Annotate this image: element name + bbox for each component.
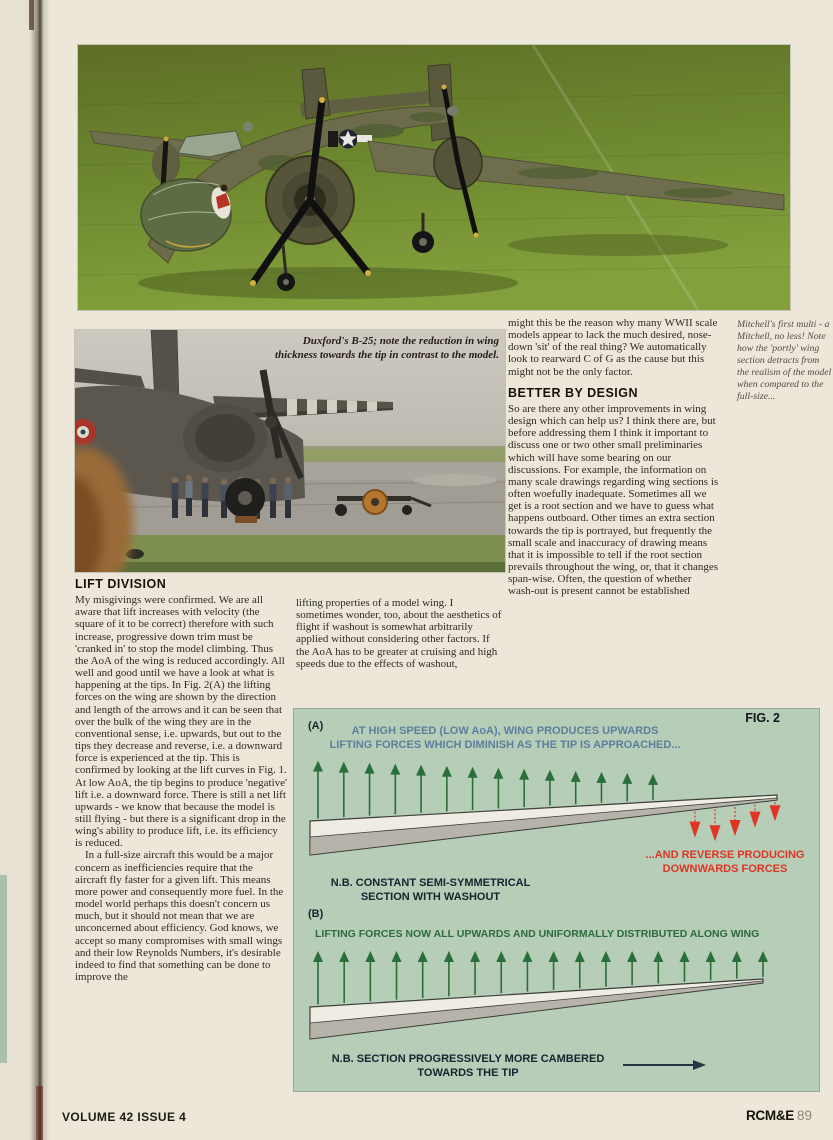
duxford-b25-illustration: [75, 330, 505, 572]
magazine-spine-shadow: [30, 0, 50, 1140]
article-paragraph: In a full-size aircraft this would be a major concern as inefficiencies require that the aircraft fly faster for a given lift. This means more power and consequently more fuel. In the model world perhaps this doesn't concern us much, but it should not mean that we are unconcerned about efficiency. God knows, we accept so many compromises with small wings and their low Reynolds Numbers, it's desirable indeed to find that something can be done to improve the: [75, 849, 284, 983]
part-a-note: N.B. CONSTANT SEMI-SYMMETRICAL SECTION WITH WASHOUT: [330, 877, 531, 903]
footer-brand-page: [746, 1108, 812, 1123]
article-column-right: [508, 317, 720, 597]
article-paragraph: So are there any other improvements in wing design which can help us? I think there are, but before addressing them I think it important to discuss one or two other small preliminaries which will have some bearing on our discussions. For example, the information on many scale drawings regarding wing sections is often woefully inadequate. Sometimes all we get is a root section and we have to guess what happens outboard. Other times an extra section towards the tip is portrayed, but frequently the small scale and inaccuracy of drawing means that it is impossible to tell if the root section prevails throughout the wing, or, that it changes span-wise. Often, the question of whether wash-out is present cannot be established: [508, 402, 719, 598]
article-column-middle: [296, 597, 502, 670]
figure-label: FIG. 2: [745, 711, 780, 725]
part-b-label: (B): [308, 908, 324, 920]
previous-page-green-sliver: [0, 875, 7, 1063]
footer-volume-issue: VOLUME 42 ISSUE 4: [62, 1110, 187, 1124]
duxford-b25-photo: [75, 330, 505, 572]
article-column-left: [75, 578, 287, 983]
photo-side-note: Mitchell's first multi - a Mitchell, no less! Note how the 'portly' wing section detracts from the realism of the model when compared to the full-size...: [737, 319, 832, 402]
model-b25-photo: [78, 45, 790, 310]
article-paragraph: lifting properties of a model wing. I sometimes wonder, too, about the aesthetics of flight if washout is somewhat arbitrarily applied without considering other factors. If the AoA has to be greater at cruising and high speeds due to the effects of washout,: [296, 597, 502, 670]
article-paragraph: My misgivings were confirmed. We are all aware that lift increases with velocity (the square of it to be correct) therefore with such increase, progressive down trim must be 'cranked in' to stop the model climbing. Thus the AoA of the wing is reduced accordingly. All well and good until we have a look at what is happening at the tips. In Fig. 2(A) the lifting forces on the wing are shown by the direction and length of the arrows and it can be seen that over the bulk of the wing they are in the conventional sense, i.e. upwards, but out to the tips they decrease and reverse, i.e. a downward force is experienced at the tip. This is confirmed by looking at the lift curves in Fig. 1. At low AoA, the tip begins to produce 'negative' lift i.e. a downward force. There is still a net lift upwards - we know that because the model is still flying - but there is a significant drop in the wing's ability to produce lift, i.e. its efficiency is reduced.: [75, 594, 288, 850]
reverse-forces-label: ...AND REVERSE PRODUCING DOWNWARDS FORCES: [645, 849, 805, 875]
part-a-heading: AT HIGH SPEED (LOW AoA), WING PRODUCES UPWARDS LIFTING FORCES WHICH DIMINISH AS THE TIP IS APPROACHED...: [329, 725, 681, 751]
part-b-note: N.B. SECTION PROGRESSIVELY MORE CAMBERED TOWARDS THE TIP: [331, 1053, 605, 1079]
figure-2-diagram: [293, 708, 820, 1092]
section-heading-better-by-design: BETTER BY DESIGN: [508, 385, 639, 400]
part-b-heading: LIFTING FORCES NOW ALL UPWARDS AND UNIFORMALLY DISTRIBUTED ALONG WING: [315, 928, 760, 940]
model-b25-illustration: [78, 45, 790, 310]
photo-caption: Duxford's B-25; note the reduction in wing thickness towards the tip in contrast to the model.: [274, 335, 499, 361]
section-heading-lift-division: LIFT DIVISION: [75, 577, 167, 591]
magazine-brand: RCM&E: [745, 1108, 794, 1123]
part-a-label: (A): [308, 720, 324, 732]
article-paragraph: might this be the reason why many WWII scale models appear to lack the much desired, nose-down 'sit' of the real thing? We automatically look to rearward C of G as the cause but this might not be the only factor.: [508, 317, 718, 378]
page-number: 89: [796, 1108, 812, 1123]
